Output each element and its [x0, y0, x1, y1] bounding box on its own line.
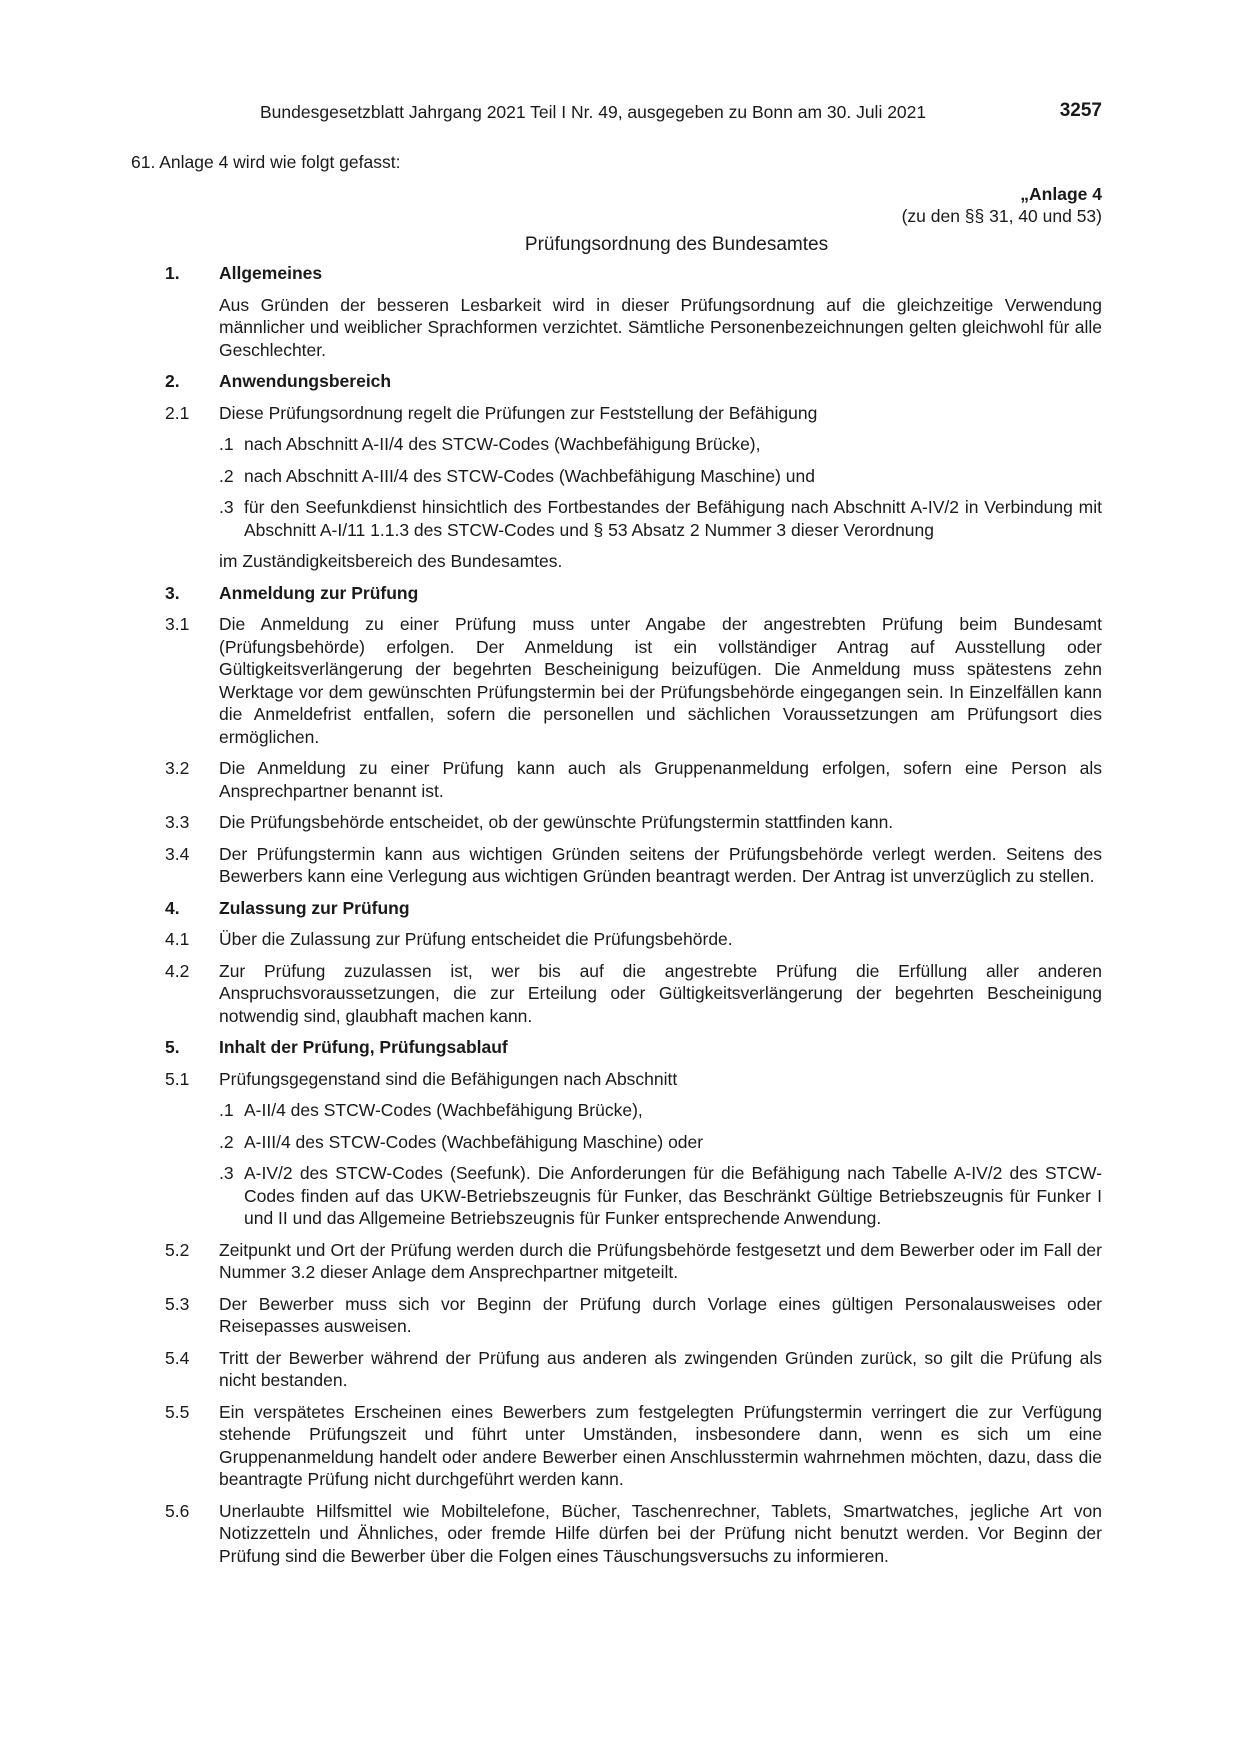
paragraph-text: Unerlaubte Hilfsmittel wie Mobiltelefone, Bücher, Taschenrechner, Tablets, Smartwatches, jegliche Art von Notizzetteln und Ähnliches, oder fremde Hilfe dürfen bei der Prüfung nicht benutzt werden. Vor Beginn der Prüfung sind die Bewerber über die Folgen eines Täuschungsversuchs zu informieren.	[219, 1500, 1102, 1566]
section-heading	[131, 897, 1102, 920]
section-number: 2.	[165, 371, 180, 391]
numbered-paragraph	[131, 1347, 1102, 1392]
list-item-text: A-IV/2 des STCW-Codes (Seefunk). Die Anforderungen für die Befähigung nach Tabelle A-IV/2 des STCW-Codes finden auf das UKW-Betriebszeugnis für Funker, das Beschränkt Gültige Betriebszeugnis für Funker I und II und das Allgemeine Betriebszeugnis für Funker entsprechende Anwendung.	[244, 1163, 1102, 1228]
list-item-number: .2	[219, 465, 234, 486]
numbered-paragraph	[131, 1068, 1102, 1091]
section-heading	[131, 1036, 1102, 1059]
paragraph-text: Die Anmeldung zu einer Prüfung muss unter Angabe der angestrebten Prüfung beim Bundesamt (Prüfungsbehörde) erfolgen. Der Anmeldung ist ein vollständiger Antrag auf Ausstellung oder Gültigkeitsverlängerung der begehrten Bescheinigung beizufügen. Die Anmeldung muss spätestens zehn Werktage vor dem gewünschten Prüfungstermin bei der Prüfungsbehörde eingegangen sein. In Einzelfällen kann die Anmeldefrist entfallen, sofern die personellen und sächlichen Voraussetzungen am Prüfungsort dies ermöglichen.	[219, 614, 1102, 747]
section-title: Allgemeines	[219, 263, 323, 283]
document-body	[131, 151, 1102, 1576]
section-heading	[131, 262, 1102, 285]
paragraph-number: 4.2	[165, 960, 190, 981]
paragraph-number: 2.1	[165, 402, 190, 423]
section-title: Inhalt der Prüfung, Prüfungsablauf	[219, 1037, 508, 1057]
anlage-title-text: „Anlage 4	[1020, 183, 1102, 204]
list-item-text: A-III/4 des STCW-Codes (Wachbefähigung Maschine) oder	[244, 1131, 704, 1152]
paragraph-number: 3.4	[165, 843, 190, 864]
list-item	[131, 433, 1102, 456]
numbered-paragraph	[131, 402, 1102, 425]
section-heading	[131, 582, 1102, 605]
anlage-title	[131, 183, 1102, 206]
list-item	[131, 1099, 1102, 1122]
paragraph-text: Der Prüfungstermin kann aus wichtigen Gründen seitens der Prüfungsbehörde verlegt werden. Seitens des Bewerbers kann eine Verlegung aus wichtigen Gründen beantragt werden. Der Antrag ist unverzüglich zu stellen.	[219, 843, 1102, 886]
numbered-paragraph	[131, 928, 1102, 951]
numbered-paragraph	[131, 843, 1102, 888]
paragraph-number: 3.2	[165, 758, 190, 778]
paragraph-number: 4.1	[165, 929, 190, 949]
paragraph-number: 3.1	[165, 614, 190, 634]
numbered-paragraph	[131, 1500, 1102, 1568]
section-heading	[131, 370, 1102, 393]
paragraph-text: Die Prüfungsbehörde entscheidet, ob der gewünschte Prüfungstermin stattfinden kann.	[219, 812, 894, 832]
numbered-paragraph	[131, 811, 1102, 834]
section-number: 4.	[165, 897, 180, 918]
list-item-number: .3	[219, 1163, 234, 1183]
paragraph-text: Der Bewerber muss sich vor Beginn der Prüfung durch Vorlage eines gültigen Personalausweises oder Reisepasses ausweisen.	[219, 1293, 1102, 1336]
page-header	[260, 100, 1102, 124]
paragraph-number: 5.2	[165, 1239, 190, 1260]
numbered-paragraph	[131, 1239, 1102, 1284]
paragraph-text: Zur Prüfung zuzulassen ist, wer bis auf die angestrebte Prüfung die Erfüllung aller anderen Anspruchsvoraussetzungen, die zur Erteilung oder Gültigkeitsverlängerung der begehrten Bescheinigung notwendig sind, glaubhaft machen kann.	[219, 960, 1102, 1026]
paragraph-text: Diese Prüfungsordnung regelt die Prüfungen zur Feststellung der Befähigung	[219, 402, 818, 423]
paragraph: Aus Gründen der besseren Lesbarkeit wird in dieser Prüfungsordnung auf die gleichzeitige Verwendung männlicher und weiblicher Sprachformen verzichtet. Sämtliche Personenbezeichnungen gelten gleichwohl für alle Geschlechter.	[219, 294, 1102, 360]
paragraph-text: Zeitpunkt und Ort der Prüfung werden durch die Prüfungsbehörde festgesetzt und dem Bewerber oder im Fall der Nummer 3.2 dieser Anlage dem Ansprechpartner mitgeteilt.	[219, 1239, 1102, 1282]
list-item-number: .1	[219, 434, 234, 454]
section-title: Anmeldung zur Prüfung	[219, 582, 419, 603]
section-number: 3.	[165, 582, 180, 603]
paragraph-text: Die Anmeldung zu einer Prüfung kann auch als Gruppenanmeldung erfolgen, sofern eine Person als Ansprechpartner benannt ist.	[219, 758, 1102, 801]
paragraph-text: Ein verspätetes Erscheinen eines Bewerbers zum festgelegten Prüfungstermin verringert die zur Verfügung stehende Prüfungszeit und führt unter Umständen, insbesondere dann, wenn es sich um eine Gruppenanmeldung handelt oder andere Bewerber einen Anschlusstermin wahrnehmen möchten, dazu, dass die beantragte Prüfung nicht durchgeführt werden kann.	[219, 1401, 1102, 1489]
paragraph-number: 5.3	[165, 1293, 190, 1314]
page-number: 3257	[1059, 100, 1102, 121]
paragraph-text: Tritt der Bewerber während der Prüfung aus anderen als zwingenden Gründen zurück, so gilt die Prüfung als nicht bestanden.	[219, 1347, 1102, 1390]
list-item	[131, 1131, 1102, 1154]
header-text: Bundesgesetzblatt Jahrgang 2021 Teil I Nr. 49, ausgegeben zu Bonn am 30. Juli 2021	[260, 102, 927, 122]
paragraph-text: Über die Zulassung zur Prüfung entscheidet die Prüfungsbehörde.	[219, 929, 733, 949]
document-title: Prüfungsordnung des Bundesamtes	[524, 233, 829, 255]
paragraph-number: 3.3	[165, 812, 190, 832]
section-number: 5.	[165, 1037, 180, 1057]
numbered-paragraph	[131, 613, 1102, 748]
anlage-reference: (zu den §§ 31, 40 und 53)	[901, 206, 1102, 226]
list-item-number: .3	[219, 497, 234, 517]
paragraph-number: 5.4	[165, 1347, 190, 1368]
list-item-text: für den Seefunkdienst hinsichtlich des Fortbestandes der Befähigung nach Abschnitt A-IV/2 in Verbindung mit Abschnitt A-I/11 1.1.3 des STCW-Codes und § 53 Absatz 2 Nummer 3 dieser Verordnung	[244, 497, 1102, 540]
numbered-paragraph	[131, 757, 1102, 802]
list-item-number: .1	[219, 1100, 234, 1120]
paragraph-text: Prüfungsgegenstand sind die Befähigungen nach Abschnitt	[219, 1068, 678, 1089]
list-item	[131, 496, 1102, 541]
numbered-paragraph	[131, 1293, 1102, 1338]
list-item-text: nach Abschnitt A-II/4 des STCW-Codes (Wachbefähigung Brücke),	[244, 434, 761, 454]
paragraph-number: 5.6	[165, 1500, 190, 1521]
paragraph: im Zuständigkeitsbereich des Bundesamtes.	[219, 551, 563, 571]
list-item-text: A-II/4 des STCW-Codes (Wachbefähigung Brücke),	[244, 1100, 643, 1120]
amendment-intro: 61. Anlage 4 wird wie folgt gefasst:	[131, 152, 401, 172]
numbered-paragraph	[131, 960, 1102, 1028]
section-title: Anwendungsbereich	[219, 371, 392, 391]
section-number: 1.	[165, 263, 180, 283]
paragraph-number: 5.1	[165, 1068, 190, 1089]
list-item	[131, 465, 1102, 488]
section-title: Zulassung zur Prüfung	[219, 897, 410, 918]
paragraph-number: 5.5	[165, 1401, 190, 1422]
list-item-number: .2	[219, 1131, 234, 1152]
numbered-paragraph	[131, 1401, 1102, 1491]
list-item-text: nach Abschnitt A-III/4 des STCW-Codes (Wachbefähigung Maschine) und	[244, 465, 815, 486]
list-item	[131, 1162, 1102, 1230]
